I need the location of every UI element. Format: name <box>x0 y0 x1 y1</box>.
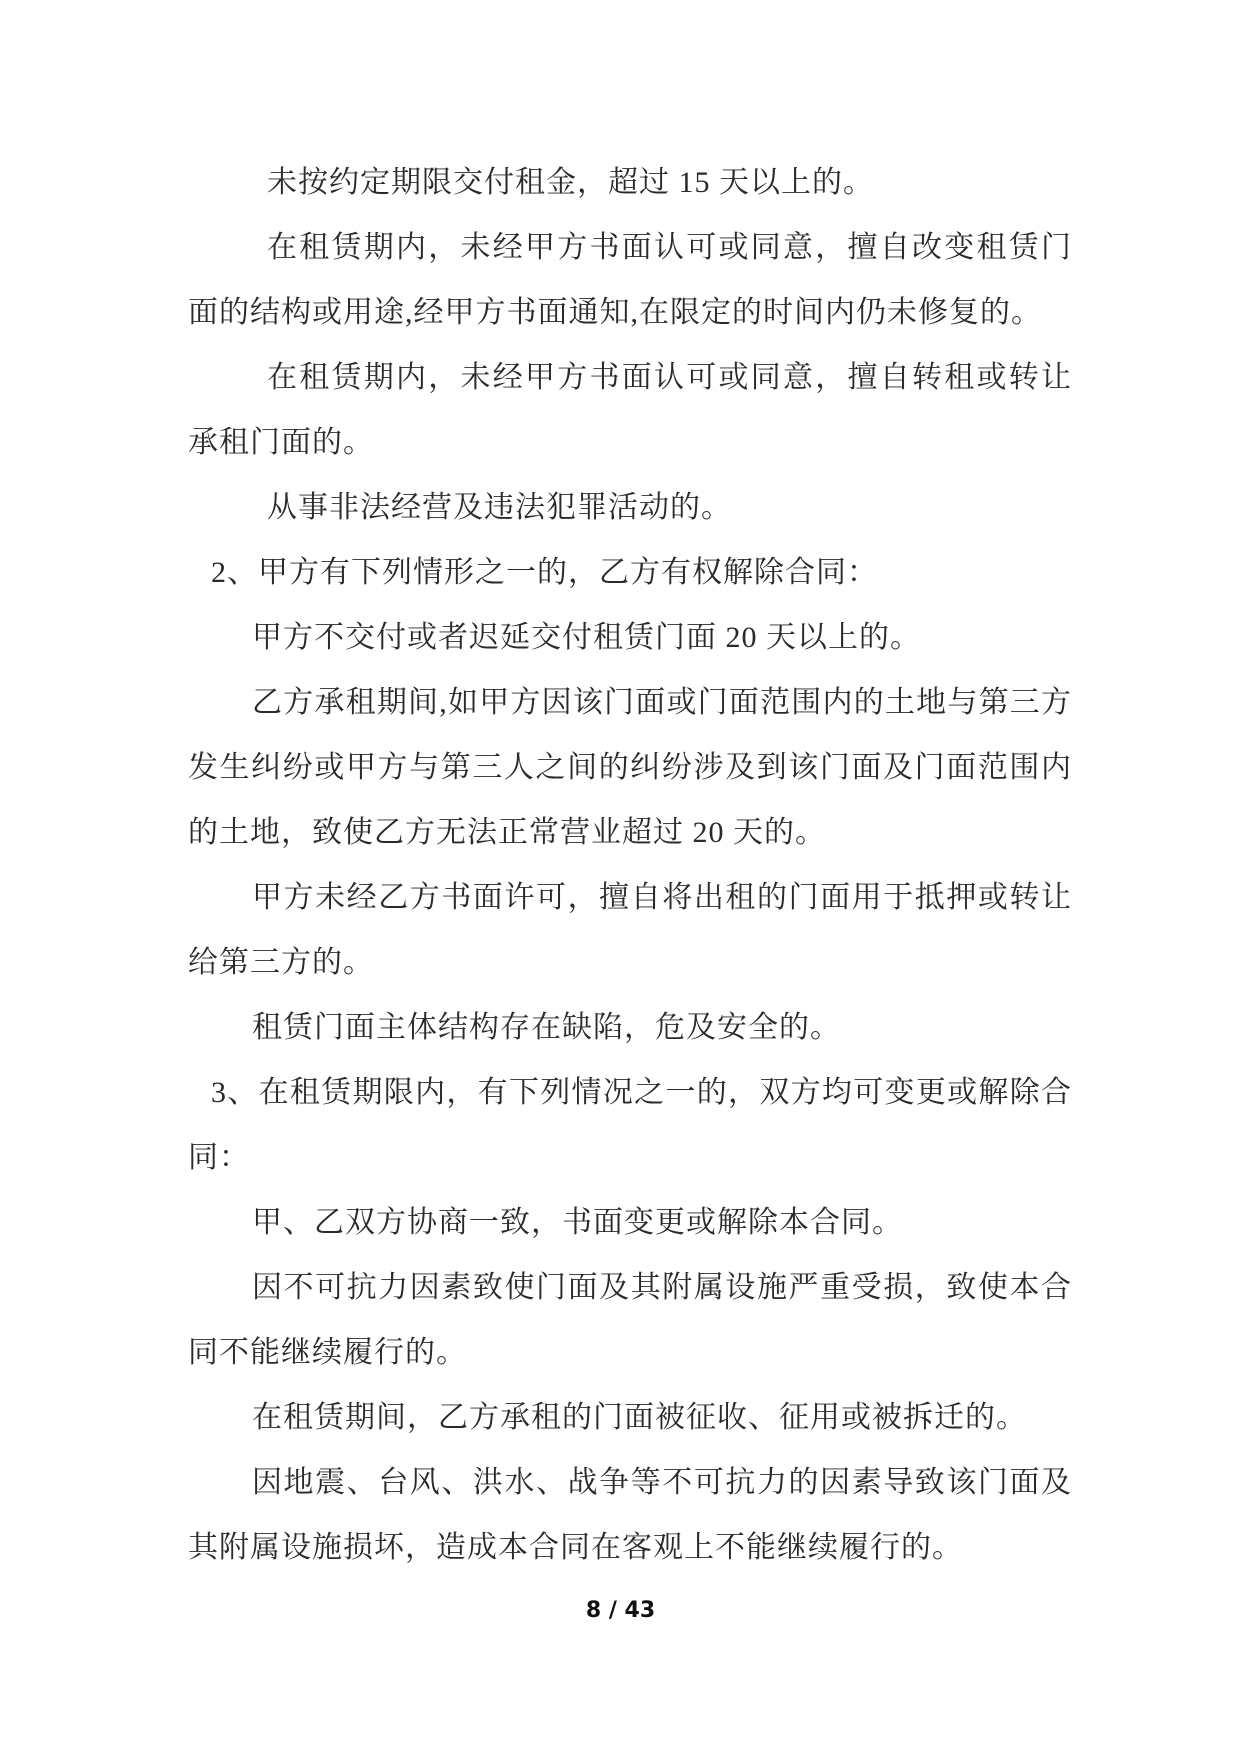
paragraph: 在租赁期内，未经甲方书面认可或同意，擅自转租或转让承租门面的。 <box>188 361 1072 459</box>
paragraph-clause-2: 2、甲方有下列情形之一的，乙方有权解除合同： <box>211 556 878 589</box>
paragraph: 从事非法经营及违法犯罪活动的。 <box>267 491 732 524</box>
paragraph: 在租赁期内，未经甲方书面认可或同意，擅自改变租赁门面的结构或用途,经甲方书面通知,在限定的时间内仍未修复的。 <box>188 231 1072 329</box>
paragraph: 甲、乙双方协商一致，书面变更或解除本合同。 <box>252 1206 903 1239</box>
paragraph: 因地震、台风、洪水、战争等不可抗力的因素导致该门面及其附属设施损坏，造成本合同在客观上不能继续履行的。 <box>188 1466 1072 1564</box>
page-number: 8 / 43 <box>585 1598 656 1623</box>
paragraph-clause-3: 3、在租赁期限内，有下列情况之一的，双方均可变更或解除合同： <box>188 1076 1072 1174</box>
contract-text-block <box>188 150 1072 1580</box>
paragraph: 在租赁期间，乙方承租的门面被征收、征用或被拆迁的。 <box>252 1401 1027 1434</box>
paragraph: 租赁门面主体结构存在缺陷，危及安全的。 <box>252 1011 841 1044</box>
paragraph: 因不可抗力因素致使门面及其附属设施严重受损，致使本合同不能继续履行的。 <box>188 1271 1072 1369</box>
paragraph: 甲方未经乙方书面许可，擅自将出租的门面用于抵押或转让给第三方的。 <box>188 881 1072 979</box>
paragraph: 乙方承租期间,如甲方因该门面或门面范围内的土地与第三方发生纠纷或甲方与第三人之间的纠纷涉及到该门面及门面范围内的土地，致使乙方无法正常营业超过 20 天的。 <box>188 686 1072 849</box>
paragraph: 甲方不交付或者迟延交付租赁门面 20 天以上的。 <box>252 621 921 654</box>
paragraph: 未按约定期限交付租金，超过 15 天以上的。 <box>267 166 874 199</box>
